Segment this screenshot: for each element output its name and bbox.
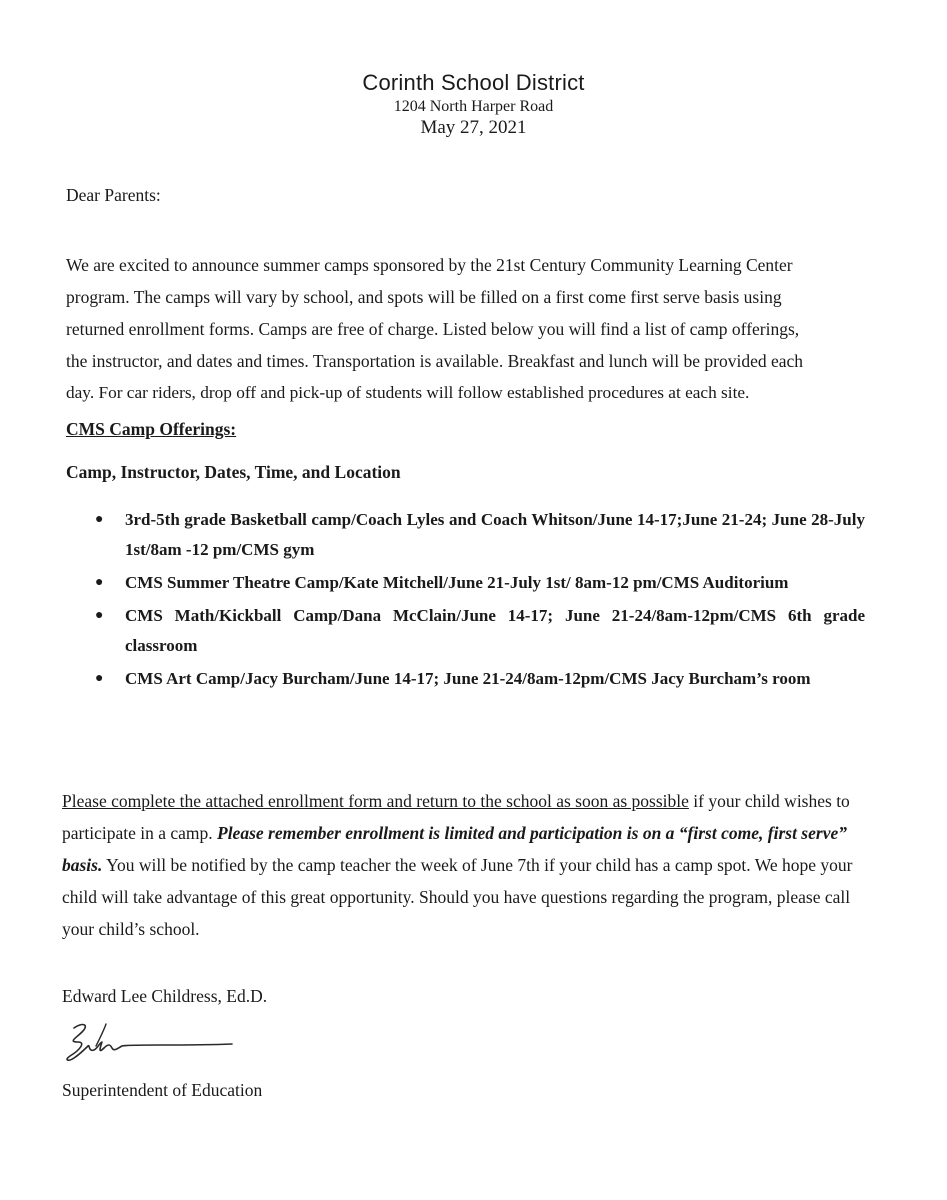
columns-heading: Camp, Instructor, Dates, Time, and Location (66, 462, 401, 482)
closing-paragraph (62, 785, 862, 945)
salutation: Dear Parents: (66, 185, 161, 205)
intro-line: program. The camps will vary by school, and spots will be filled on a first come first serve basis using (66, 287, 782, 307)
enrollment-notice: Please remember enrollment is limited and participation is on a “first come, first serve” basis. (62, 823, 847, 875)
intro-line: the instructor, and dates and times. Transportation is available. Breakfast and lunch will be provided each (66, 351, 804, 371)
enrollment-instruction: Please complete the attached enrollment form and return to the school as soon as possible (62, 791, 689, 811)
intro-line: We are excited to announce summer camps sponsored by the 21st Century Community Learning Center (66, 255, 793, 275)
letterhead (0, 70, 947, 139)
camp-text: CMS Art Camp/Jacy Burcham/June 14-17; June 21-24/8am-12pm/CMS Jacy Burcham’s room (125, 669, 811, 688)
signer-name: Edward Lee Childress, Ed.D. (62, 986, 268, 1006)
camp-item (95, 568, 865, 598)
bullet-icon: ● (95, 512, 104, 527)
camp-text: 3rd-5th grade Basketball camp/Coach Lyles and Coach Whitson/June 14-17;June 21-24; June 28-July 1st/8am -12 pm/CMS gym (125, 510, 865, 559)
closing-text: You will be notified by the camp teacher the week of June 7th if your child has a camp spot. We hope your child will take advantage of this great opportunity. Should you have questions regarding the program, please call your child’s school. (62, 855, 853, 939)
signature-icon (60, 1018, 240, 1068)
closing-text: if your child wishes to participate in a camp. (62, 791, 850, 843)
bullet-icon: ● (95, 608, 104, 623)
signer-title: Superintendent of Education (62, 1080, 263, 1100)
camp-item (95, 664, 865, 694)
bullet-icon: ● (95, 671, 104, 686)
intro-line: day. For car riders, drop off and pick-up of students will follow established procedures at each site. (66, 383, 750, 402)
camp-item (95, 505, 865, 565)
letter-date: May 27, 2021 (420, 117, 527, 138)
camp-text: CMS Summer Theatre Camp/Kate Mitchell/June 21-July 1st/ 8am-12 pm/CMS Auditorium (125, 573, 789, 592)
camp-item (95, 601, 865, 661)
section-title: CMS Camp Offerings: (66, 419, 237, 439)
district-name: Corinth School District (362, 70, 585, 95)
intro-paragraph (66, 249, 866, 409)
camp-list (95, 505, 865, 697)
intro-line: returned enrollment forms. Camps are free of charge. Listed below you will find a list of camp offerings, (66, 319, 800, 339)
camp-text: CMS Math/Kickball Camp/Dana McClain/June 14-17; June 21-24/8am-12pm/CMS 6th grade classroom (125, 606, 865, 655)
bullet-icon: ● (95, 575, 104, 590)
district-address: 1204 North Harper Road (393, 98, 554, 115)
